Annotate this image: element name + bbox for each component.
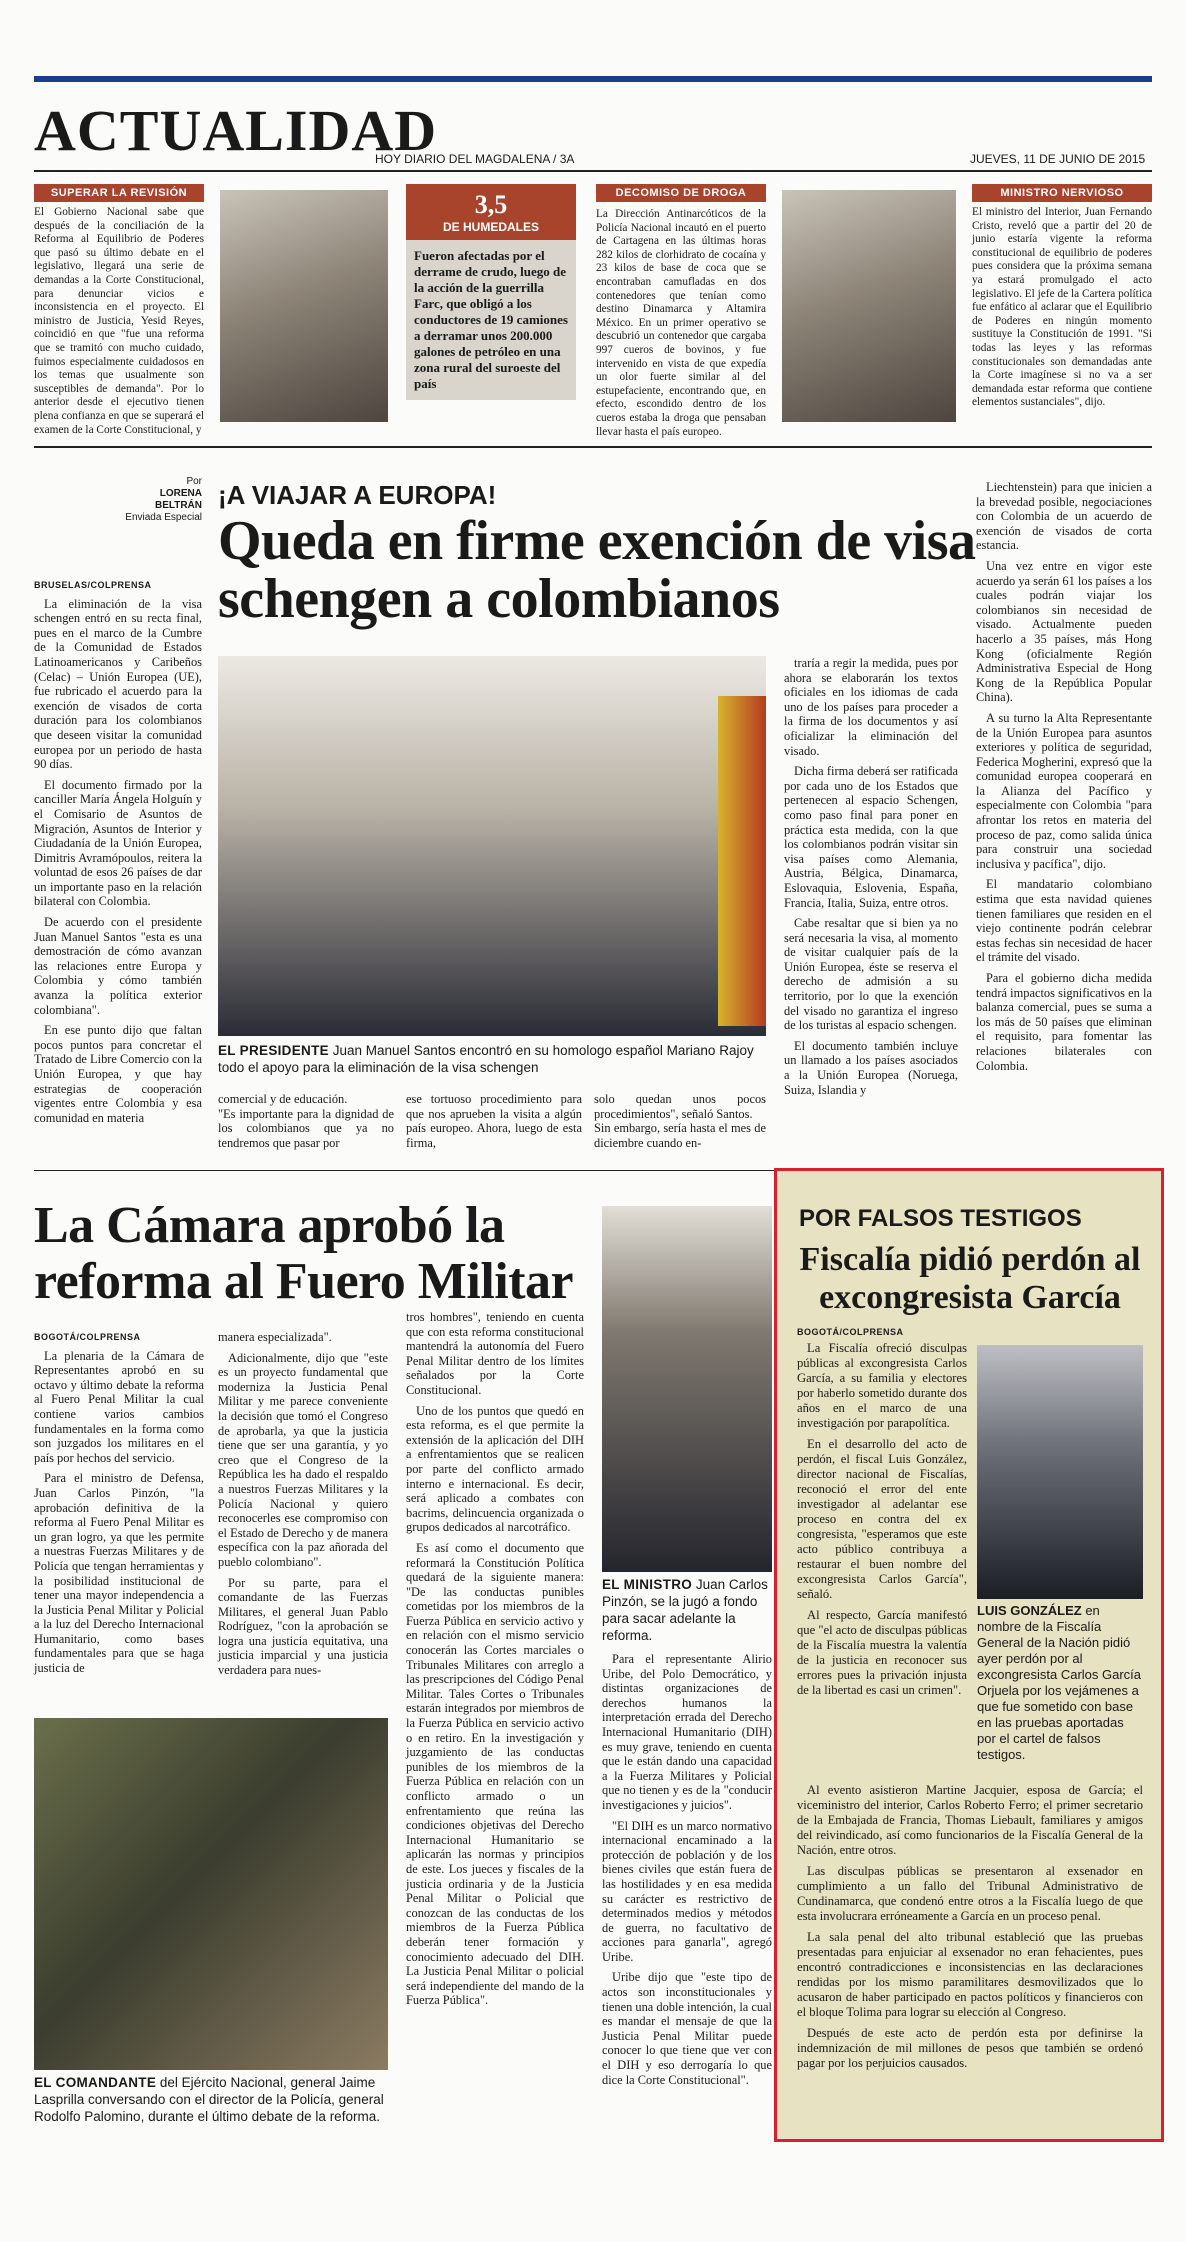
paragraph: Una vez entre en vigor este acuerdo ya serán 61 los países a los cuales podrán viajar los colombianos sin necesidad de visado. Actualmente pueden hacerlo a 35 países, más Hong Kong (oficialmente Región Administrativa Especial de Hong Kong de la República Popular China). bbox=[976, 558, 1152, 705]
paragraph: Las disculpas públicas se presentaron al exsenador en cumplimiento a un fallo del Tribunal Administrativo de Cundinamarca, que condenó entre otros a la Fiscalía luego de que esta involucrara erróneamente a García en un proceso penal. bbox=[797, 1864, 1143, 1923]
caption-text: del Ejército Nacional, general Jaime Lasprilla conversando con el director de la Policía, general Rodolfo Palomino, durante el último debate de la reforma. bbox=[34, 2075, 384, 2124]
photo-minister-justice bbox=[220, 190, 388, 422]
photo-minister-interior bbox=[782, 190, 956, 422]
top-blue-rule bbox=[34, 76, 1152, 82]
paragraph: Para el ministro de Defensa, Juan Carlos Pinzón, "la aprobación definitiva de la reforma al Fuero Penal Militar es un gran logro, ya que les permite a nuestras Fuerzas Militares y de Policía que tengan herramientas y la posibilidad institucional de tener una mayor independencia a la Justicia Penal Militar y Policial a la luz del Derecho Internacional Humanitario, como bases fundamentales para que se haga justicia de bbox=[34, 1471, 204, 1676]
visa-under-col1: comercial y de educación. "Es importante para la dignidad de los colombianos que ya no tendremos que pasar por bbox=[218, 1092, 394, 1150]
caption-text: en nombre de la Fiscalía General de la Nación pidió ayer perdón por al excongresista Carlos García Orjuela por los vejámenes a que fue sometido con base en las pruebas aportadas por el cartel de falsos testigos. bbox=[977, 1603, 1142, 1762]
fuero-dateline: BOGOTÁ/COLPRENSA bbox=[34, 1332, 141, 1342]
fiscalia-box bbox=[774, 1168, 1164, 2142]
paragraph: A su turno la Alta Representante de la Unión Europea para asuntos exteriores y política de seguridad, Federica Mogherini, expresó que la comunidad europea cooperará en la Alianza del Pacífico y especialmente con Colombia "para afrontar los retos en materia del proceso de paz, como salida única para construir una sociedad inclusiva y pacífica", dijo. bbox=[976, 710, 1152, 871]
visa-photo-caption bbox=[218, 1042, 766, 1076]
fuero-col4 bbox=[602, 1652, 772, 2093]
paragraph: La sala penal del alto tribunal estableció que las pruebas presentadas para enjuiciar al exsenador no eran fehacientes, pues encontró contradicciones e inconsistencias en las declaraciones rendidas por los mismo paramilitares desmovilizados que lo acusaron de haber participado en pactos políticos y financieros con el bloque Tolima para lograr su elección al Congreso. bbox=[797, 1930, 1143, 2019]
paragraph: manera especializada". bbox=[218, 1330, 332, 1344]
caption-text: Juan Manuel Santos encontró en su homologo español Mariano Rajoy todo el apoyo para la eliminación de la visa schengen bbox=[218, 1043, 754, 1075]
photo-minister-pinzon bbox=[602, 1206, 772, 1572]
paragraph: De acuerdo con el presidente Juan Manuel Santos "esta es una demostración de cómo avanzan las relaciones entre Europa y Colombia y cómo también avanza la política exterior colombiana". bbox=[34, 915, 202, 1017]
paragraph: Para el gobierno dicha medida tendrá impactos significativos en la balanza comercial, pues se suma a los más de 50 países que eliminan el requisito, para fomentar las relaciones bilaterales con Colombia. bbox=[976, 971, 1152, 1073]
paragraph: Uribe dijo que "este tipo de actos son inconstitucionales y tienen una doble intención, la cual es mandar el mensaje de que la Justicia Penal Militar puede conocer lo que tiene que ver con el DIH y eso derrogaría lo que dice la Corte Constitucional". bbox=[602, 1970, 772, 2087]
paragraph: La eliminación de la visa schengen entró en su recta final, pues en el marco de la Cumbre de la Comunidad de Estados Latinoamericanos y Caribeños (Celac) – Unión Europea (UE), fue rubricado el acuerdo para la exención de visados de corta duración para los colombianos que deseen visitar la comunidad europea por un periodo de hasta 90 días. bbox=[34, 596, 202, 772]
flag-decor bbox=[718, 696, 766, 1026]
visa-col-right bbox=[976, 480, 1152, 1079]
paragraph: Uno de los puntos que quedó en esta reforma, es el que permite la extensión de la aplicación del DIH a enfrentamientos que se realicen por parte del conflicto armado interno e internacional. Es decir, será aplicado a combates con bacrims, delincuencia organizada o grupos dedicados al narcotráfico. bbox=[406, 1403, 584, 1535]
header-rule bbox=[34, 170, 1152, 172]
paragraph: El documento firmado por la canciller María Ángela Holguín y el Comisario de Asuntos de Migración, Asuntos de Interior y Ciudadanía de la Unión Europea, Dimitris Avramópoulos, reitera la voluntad de esos 26 países de dar un importante paso en la relación bilateral con Colombia. bbox=[34, 777, 202, 909]
paragraph: Por su parte, para el comandante de las Fuerzas Militares, el general Juan Pablo Rodríguez, "con la aprobación se logra una justicia equitativa, una justicia imparcial y una justicia verdadera para nues- bbox=[218, 1575, 388, 1678]
paragraph: En el desarrollo del acto de perdón, el fiscal Luis González, director nacional de Fiscalías, reconoció el error del ente investigador al adelantar ese proceso en contra del ex congresista, "esperamos que este acto público contribuya a restaurar el buen nombre del excongresista Carlos García", señaló. bbox=[797, 1437, 967, 1601]
strip-text: La Dirección Antinarcóticos de la Policía Nacional incautó en el puerto de Cartagena en las últimas horas 282 kilos de clorhidrato de cocaína y 23 kilos de base de coca que se encontraban camufladas en dos contenedores que tenían como destino Dinamarca y Altamira México. En un primer operativo se descubrió un contenedor que cargaba 997 cueros de bovinos, y fue intervenido en vista de que expedía un olor fuerte similar al del estupefaciente, encontrando que, en efecto, escondido dentro de los cueros estaba la droga que pensaban llevar hasta el país europeo. bbox=[596, 208, 766, 438]
paragraph: Es así como el documento que reformará la Constitución Política quedará de la siguiente manera: "De las conductas punibles cometidas por los miembros de la Fuerza Pública en servicio activo y en relación con el mismo servicio conocerán las Cortes marciales o Tribunales Militares con arreglo a las prescripciones del Código Penal Militar. Tales Cortes o Tribunales estarán integrados por miembros de la Fuerza Pública en servicio activo o en retiro. En la investigación y juzgamiento de las conductas punibles de los miembros de la Fuerza Pública en relación con un conflicto armado o un enfrentamiento que reúna las condiciones objetivas del Derecho Internacional Humanitario se aplicarán las normas y principios de este. Los jueces y fiscales de la justicia ordinaria y de la Justicia Penal Militar o Policial que conozcan de las conductas de los miembros de la Fuerza Pública deberán tener formación y conocimiento adecuado del DIH. La Justicia Penal Militar o policial será independiente del mando de la Fuerza Pública". bbox=[406, 1540, 584, 2008]
fiscalia-intro bbox=[797, 1327, 967, 1704]
caption-lead: LUIS GONZÁLEZ bbox=[977, 1603, 1082, 1618]
visa-dateline: BRUSELAS/COLPRENSA bbox=[34, 580, 152, 590]
paragraph: El documento también incluye un llamado a los países asociados a la Unión Europea (Noruega, Suiza, Islandia y bbox=[784, 1038, 958, 1097]
paragraph: Al evento asistieron Martine Jacquier, esposa de García; el viceministro del interior, Carlos Roberto Ferro; el primer secretario de la Embajada de Francia, Thomas Liebault, familiares y amigos del reivindicado, así como funcionarios de la Fiscalía General de la Nación, entre otros. bbox=[797, 1783, 1143, 1857]
comandante-caption bbox=[34, 2074, 388, 2125]
paragraph: traría a regir la medida, pues por ahora se elaborarán los textos oficiales en los idiomas de cada uno de los países para proceder a la firma de los documentos y así oficializar la eliminación del visado. bbox=[784, 656, 958, 758]
paragraph: La Fiscalía ofreció disculpas públicas al excongresista Carlos García, a su familia y electores por haberlo sometido durante dos años en el marco de una investigación por parapolítica. bbox=[797, 1341, 967, 1430]
strip-text: El Gobierno Nacional sabe que después de la conciliación de la Reforma al Equilibrio de Poderes que pasó su último debate en el legislativo, llegará una serie de demandas a la Corte Constitucional, para denunciar vicios e inconsistencia en el proyecto. El ministro de Justicia, Yesid Reyes, coincidió en que "fue una reforma que se tramitó con mucho cuidado, fuimos especialmente cuidadosos en los temas que usualmente son susceptibles de demanda". Por lo anterior desde el ejecutivo tienen plena confianza en que se superará el examen de la Corte Constitucional, y bbox=[34, 206, 204, 436]
visa-byline bbox=[90, 476, 202, 524]
fiscalia-dateline: BOGOTÁ/COLPRENSA bbox=[797, 1327, 904, 1337]
visa-kicker: ¡A VIAJAR A EUROPA! bbox=[218, 480, 497, 510]
issue-date: JUEVES, 11 DE JUNIO DE 2015 bbox=[970, 152, 1146, 166]
paper-name: HOY DIARIO DEL MAGDALENA / 3A bbox=[375, 152, 575, 166]
caption-lead: EL MINISTRO bbox=[602, 1577, 693, 1592]
photo-luis-gonzalez bbox=[977, 1345, 1143, 1599]
section-title: ACTUALIDAD bbox=[34, 98, 438, 163]
strip-col-ministro bbox=[972, 184, 1152, 410]
paragraph: Al respecto, García manifestó que "el acto de disculpas públicas de la Fiscalía muestra la valentía de la justicia en reconocer sus errores pues la privación injusta de la libertad es casi un crimen". bbox=[797, 1608, 967, 1697]
paragraph: Después de este acto de perdón esta por definirse la indemnización de mil millones de pesos que también se ordenó pagar por los perjuicios causados. bbox=[797, 2026, 1143, 2070]
fuero-col3 bbox=[406, 1310, 584, 2014]
strip-col-revision bbox=[34, 184, 204, 437]
strip-col-humedales bbox=[406, 184, 576, 400]
byline-name2: BELTRÁN bbox=[154, 500, 202, 511]
strip-heading: SUPERAR LA REVISIÓN bbox=[34, 184, 204, 202]
strip-heading: MINISTRO NERVIOSO bbox=[972, 184, 1152, 202]
paragraph: La plenaria de la Cámara de Representantes aprobó en su octavo y último debate la reforma al Fuero Penal Militar la cual contiene varios cambios fundamentales en la forma como son juzgados los militares en el país por hechos del servicio. bbox=[34, 1348, 204, 1465]
fiscalia-body bbox=[797, 1783, 1143, 2077]
visa-col-left bbox=[34, 578, 202, 1131]
fiscalia-kicker: POR FALSOS TESTIGOS bbox=[799, 1205, 1082, 1232]
paragraph: Adicionalmente, dijo que "este es un proyecto fundamental que moderniza la Justicia Penal Militar y me parece conveniente la decisión que tomó el Congreso de aprobarla, ya que la justicia tiene que ser una garantía, y yo creo que el Congreso de la República les ha dado el respaldo a nuestros Fuerzas Militares y la Policía Nacional y quiero reconocerles ese compromiso con el Estado de Derecho y de manera específica con la paz añorada del pueblo colombiano". bbox=[218, 1350, 388, 1569]
caption-text: Juan Carlos Pinzón, se la jugó a fondo para sacar adelante la reforma. bbox=[602, 1577, 768, 1643]
strip-col-decomiso bbox=[596, 184, 766, 439]
fuero-headline: La Cámara aprobó la reforma al Fuero Militar bbox=[34, 1197, 574, 1310]
caption-lead: EL PRESIDENTE bbox=[218, 1043, 329, 1058]
humedales-number: 3,5 bbox=[474, 190, 508, 219]
minister-caption bbox=[602, 1576, 772, 1644]
paragraph: Para el representante Alirio Uribe, del Polo Democrático, y distintas organizaciones de derechos humanos la interpretación errada del Derecho Internacional Humanitario (DIH) es muy grave, teniendo en cuenta que le están dando una capacidad a la Fuerza Militares y Policial que no tienen y es de la "conducir investigaciones y juicios". bbox=[602, 1652, 772, 1812]
paragraph: El mandatario colombiano estima que esta navidad quienes tienen familiares que residen en el viejo continente podrán celebrar estas fechas sin necesidad de hacer el trámite del visado. bbox=[976, 877, 1152, 965]
humedales-label: DE HUMEDALES bbox=[442, 220, 539, 234]
strip-bottom-rule bbox=[34, 446, 1152, 448]
paragraph: En ese punto dijo que faltan pocos puntos para concretar el Tratado de Libre Comercio con la Unión Europea, y que hay estrategias de cooperación vigentes entre Colombia y esa comunidad en materia bbox=[34, 1023, 202, 1125]
paragraph: Dicha firma deberá ser ratificada por cada uno de los Estados que pertenecen al espacio Schengen, como paso final para poner en práctica esta medida, con la que los colombianos podrán visitar sin visa países como Alemania, Austria, Bélgica, Dinamarca, Eslovaquia, Eslovenia, España, Francia, Italia, Suiza, entre otros. bbox=[784, 764, 958, 910]
paragraph: Liechtenstein) para que inicien a la brevedad posible, negociaciones con Colombia de un acuerdo de exención de visados de corta estancia. bbox=[976, 480, 1152, 553]
paragraph: tros hombres", teniendo en cuenta que con esta reforma constitucional mantendrá la autonomía del Fuero Penal Militar dentro de los límites señalados por la Corte Constitucional. bbox=[406, 1310, 584, 1397]
photo-santos-rajoy bbox=[218, 656, 766, 1036]
fuero-col1 bbox=[34, 1330, 204, 1682]
visa-col-mid bbox=[784, 656, 958, 1103]
visa-under-col2: ese tortuoso procedimiento para que nos aprueben la visita a algún país europeo. Ahora, luego de esta firma, bbox=[406, 1092, 582, 1150]
caption-lead: EL COMANDANTE bbox=[34, 2075, 157, 2090]
humedales-text: Fueron afectadas por el derrame de crudo, luego de la acción de la guerrilla Farc, que obligó a los conductores de 19 camiones a derramar unos 200.000 galones de petróleo en una zona rural del suroeste del país bbox=[406, 240, 576, 400]
visa-headline: Queda en firme exención de visa schengen a colombianos bbox=[218, 510, 976, 630]
fiscalia-photo-caption bbox=[977, 1603, 1143, 1763]
fiscalia-headline: Fiscalía pidió perdón al excongresista García bbox=[799, 1241, 1141, 1316]
strip-heading: DECOMISO DE DROGA bbox=[596, 184, 766, 202]
paragraph: "El DIH es un marco normativo internacional encaminado a la protección de población y de los bienes civiles que están fuera de las hostilidades y en esa medida su carácter es restrictivo de determinados medios y métodos de guerra, no facultativo de acciones para ganarla", agregó Uribe. bbox=[602, 1818, 772, 1964]
byline-name1: LORENA bbox=[159, 488, 202, 499]
byline-prefix: Por bbox=[186, 476, 202, 487]
paragraph: Cabe resaltar que si bien ya no será necesaria la visa, al momento de visitar cualquier país de la Unión Europea, éste se reserva el derecho de admisión a su territorio, por lo que la exención del visado no garantiza el ingreso de los turistas al espacio schengen. bbox=[784, 916, 958, 1033]
strip-text: El ministro del Interior, Juan Fernando Cristo, reveló que a partir del 20 de junio estaría vigente la reforma constitucional de equilibrio de poderes pues considera que la próxima semana ya estará promulgado el acto legislativo. El jefe de la Cartera política fue enfático al aclarar que el Equilibrio de Poderes en ningún momento sustituye la Constitución de 1991. "Si todas las leyes y las reformas constitucionales son demandadas ante la Corte imagínese si no va a ser demandada estar reforma que contiene elementos sustanciales", dijo. bbox=[972, 206, 1152, 409]
photo-comandante bbox=[34, 1718, 388, 2070]
visa-under-col3: solo quedan unos pocos procedimientos", señaló Santos. Sin embargo, sería hasta el mes de diciembre cuando en- bbox=[594, 1092, 766, 1150]
byline-role: Enviada Especial bbox=[125, 512, 202, 523]
fuero-col2 bbox=[218, 1330, 388, 1684]
humedales-box bbox=[406, 184, 576, 240]
